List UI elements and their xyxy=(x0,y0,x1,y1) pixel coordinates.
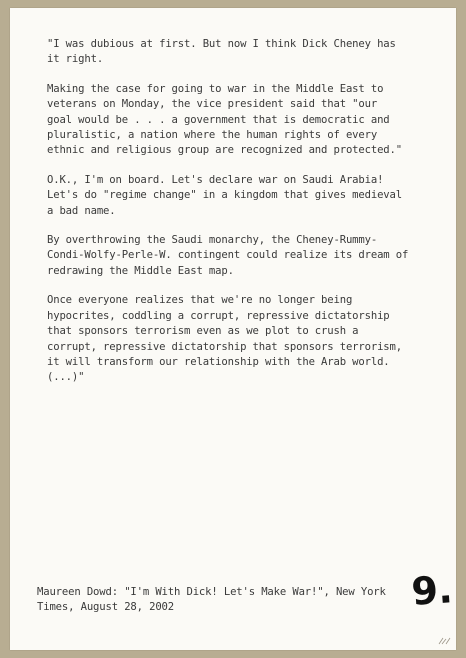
page-number: 9. xyxy=(410,567,454,614)
paragraph-1: "I was dubious at first. But now I think Dick Cheney has it right. xyxy=(47,38,396,66)
citation: Maureen Dowd: "I'm With Dick! Let's Make War!", New York Times, August 28, 2002 xyxy=(37,586,386,614)
document-page xyxy=(10,8,456,650)
body-text xyxy=(47,37,433,400)
paragraph-2: Making the case for going to war in the Middle East to veterans on Monday, the vice president said that "our goal would be . . . a government that is democratic and pluralistic, a nation where the human rights of every ethnic and religious group are recognized and protected." xyxy=(47,82,402,157)
paragraph-5: Once everyone realizes that we're no longer being hypocrites, coddling a corrupt, repressive dictatorship that sponsors terrorism even as we plot to crush a corrupt, repressive dictatorship that sponsors terrorism, it will transform our relationship with the Arab world. (...)" xyxy=(47,294,402,384)
paragraph-3: O.K., I'm on board. Let's declare war on Saudi Arabia! Let's do "regime change" in a kingdom that gives medieval a bad name. xyxy=(47,173,402,217)
corner-scribble-icon xyxy=(438,636,452,646)
paragraph-4: By overthrowing the Saudi monarchy, the Cheney-Rummy- Condi-Wolfy-Perle-W. contingent could realize its dream of redrawing the Middle East map. xyxy=(47,234,409,277)
